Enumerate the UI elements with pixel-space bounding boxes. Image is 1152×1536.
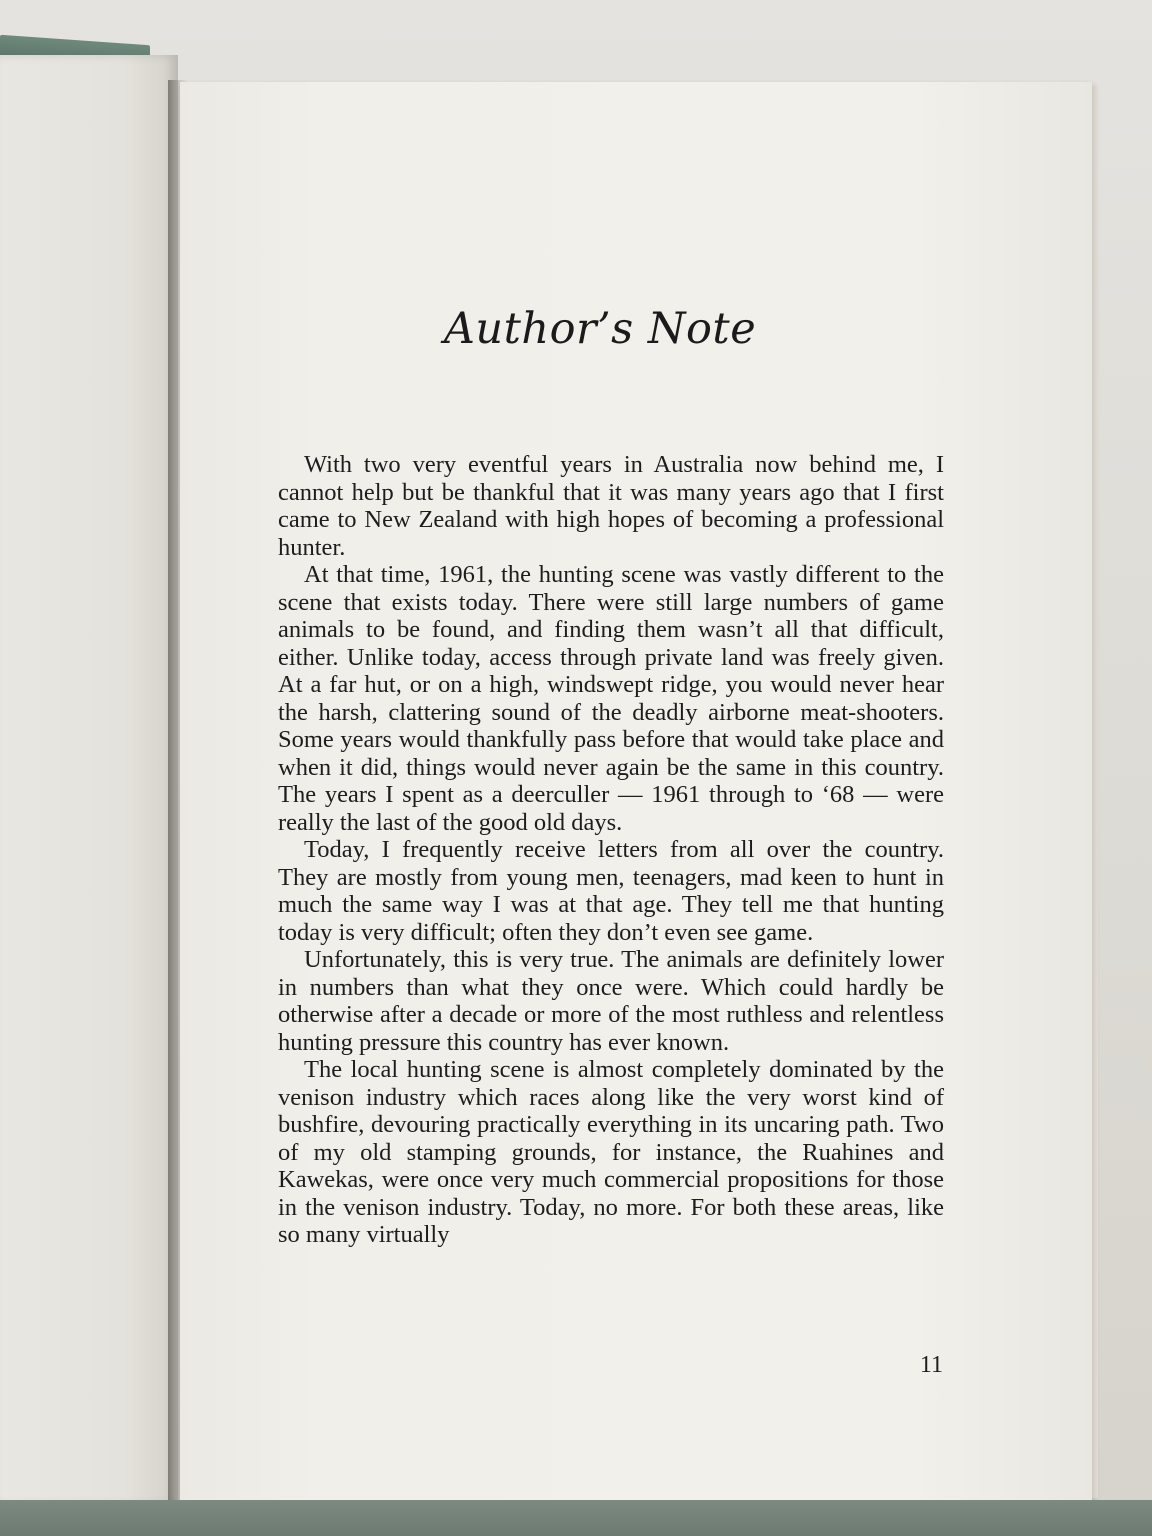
page-title: Author’s Note: [443, 304, 757, 354]
paragraph: At that time, 1961, the hunting scene was vastly different to the scene that exists today. There were still large numbers of game animals to be found, and finding them wasn’t all that difficult, either. Unlike today, access through private land was freely given. At a far hut, or on a high, windswept ridge, you would never hear the harsh, clattering sound of the deadly airborne meat-shooters. Some years would thankfully pass before that would take place and when it did, things would never again be the same in this country. The years I spent as a deerculler — 1961 through to ‘68 — were really the last of the good old days.: [278, 561, 944, 836]
page-edge: [1092, 86, 1098, 1498]
paragraph: Unfortunately, this is very true. The animals are definitely lower in numbers than what they once were. Which could hardly be otherwise after a decade or more of the most ruthless and relentless hunting pressure this country has ever known.: [278, 946, 944, 1056]
left-page: [0, 55, 178, 1505]
paragraph: Today, I frequently receive letters from all over the country. They are mostly from young men, teenagers, mad keen to hunt in much the same way I was at that age. They tell me that hunting today is very difficult; often they don’t even see game.: [278, 836, 944, 946]
book-cover-bottom: [0, 1500, 1152, 1536]
body-text: [278, 451, 944, 1249]
page-number: 11: [919, 1352, 943, 1378]
paragraph: The local hunting scene is almost completely dominated by the venison industry which races along like the very worst kind of bushfire, devouring practically everything in its uncaring path. Two of my old stamping grounds, for instance, the Ruahines and Kawekas, were once very much commercial propositions for those in the venison industry. Today, no more. For both these areas, like so many virtually: [278, 1056, 944, 1248]
paragraph: With two very eventful years in Australia now behind me, I cannot help but be thankful that it was many years ago that I first came to New Zealand with high hopes of becoming a professional hunter.: [278, 451, 944, 561]
